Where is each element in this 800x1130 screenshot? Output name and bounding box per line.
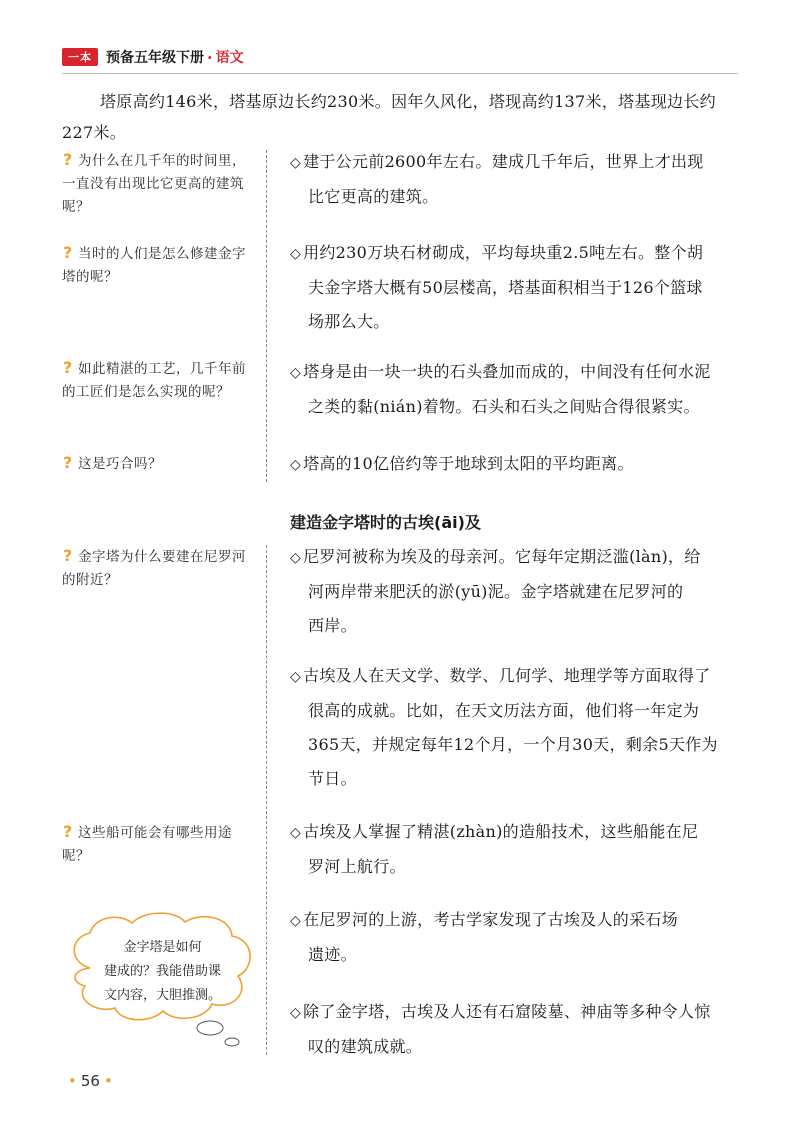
svg-text:?: ? xyxy=(63,454,73,470)
diamond-bullet-icon: ◇ xyxy=(290,365,302,381)
question-mark-icon xyxy=(62,454,75,470)
fact-item: ◇ 尼罗河被称为埃及的母亲河。它每年定期泛滥(làn)，给 河两岸带来肥沃的淤(yū)泥。金字塔就建在尼罗河的 西岸。 xyxy=(290,547,701,635)
publisher-logo: 一本 xyxy=(62,48,98,66)
fact-item: ◇ 除了金字塔，古埃及人还有石窟陵墓、神庙等多种令人惊 叹的建筑成就。 xyxy=(290,1002,711,1056)
column-divider xyxy=(266,150,267,482)
section-title: 建造金字塔时的古埃(āi)及 xyxy=(290,513,481,532)
margin-question: ? 这些船可能会有哪些用途呢？ xyxy=(62,823,232,864)
question-mark-icon xyxy=(62,244,75,260)
fact-item: ◇ 古埃及人掌握了精湛(zhàn)的造船技术，这些船能在尼 罗河上航行。 xyxy=(290,822,699,876)
svg-text:?: ? xyxy=(63,359,73,375)
svg-text:?: ? xyxy=(63,547,73,563)
title-separator: · xyxy=(207,47,213,67)
fact-item: ◇ 塔身是由一块一块的石头叠加而成的，中间没有任何水泥 之类的黏(nián)着物。石头和石头之间贴合得很紧实。 xyxy=(290,362,711,416)
fact-item: ◇ 建于公元前2600年左右。建成几千年后，世界上才出现 比它更高的建筑。 xyxy=(290,152,704,206)
margin-question: ? 为什么在几千年的时间里，一直没有出现比它更高的建筑呢？ xyxy=(62,151,246,215)
svg-text:?: ? xyxy=(63,823,73,839)
question-mark-icon xyxy=(62,359,75,375)
fact-item: ◇ 塔高的10亿倍约等于地球到太阳的平均距离。 xyxy=(290,454,634,473)
intro-line: 227米。 xyxy=(62,123,127,142)
margin-question: ? 当时的人们是怎么修建金字塔的呢？ xyxy=(62,244,246,285)
diamond-bullet-icon: ◇ xyxy=(290,913,302,929)
fact-item: ◇ 用约230万块石材砌成，平均每块重2.5吨左右。整个胡 夫金字塔大概有50层楼高，塔基面积相当于126个篮球 场那么大。 xyxy=(290,243,704,331)
fact-item: ◇ 在尼罗河的上游，考古学家发现了古埃及人的采石场 遗迹。 xyxy=(290,910,678,964)
page-dot-icon: • xyxy=(68,1072,77,1090)
svg-text:?: ? xyxy=(63,244,73,260)
page-dot-icon: • xyxy=(103,1072,113,1090)
diamond-bullet-icon: ◇ xyxy=(290,1005,302,1021)
thought-cloud xyxy=(60,908,260,1058)
diamond-bullet-icon: ◇ xyxy=(290,550,302,566)
diamond-bullet-icon: ◇ xyxy=(290,669,302,685)
thought-cloud-text: 金字塔是如何 建成的？我能借助课 文内容，大胆推测。 xyxy=(103,940,221,1003)
question-mark-icon xyxy=(62,823,75,839)
question-mark-icon xyxy=(62,547,75,563)
intro-paragraph xyxy=(62,86,738,148)
column-divider xyxy=(266,545,267,1055)
header-rule xyxy=(62,73,738,74)
page-number: • 56 • xyxy=(68,1072,113,1090)
fact-item: ◇ 古埃及人在天文学、数学、几何学、地理学等方面取得了 很高的成就。比如，在天文历法方面，他们将一年定为 365天，并规定每年12个月，一个月30天，剩余5天作为 节日。 xyxy=(290,666,718,788)
svg-text:?: ? xyxy=(63,151,73,167)
diamond-bullet-icon: ◇ xyxy=(290,457,302,473)
diamond-bullet-icon: ◇ xyxy=(290,825,302,841)
book-title: 预备五年级下册 xyxy=(106,50,204,66)
margin-question: ? 这是巧合吗？ xyxy=(63,454,162,472)
margin-question: ? 金字塔为什么要建在尼罗河的附近？ xyxy=(62,547,246,588)
subject-label: 语文 xyxy=(215,50,244,66)
intro-line: 塔原高约146米，塔基原边长约230米。因年久风化，塔现高约137米，塔基现边长约 xyxy=(100,92,716,111)
diamond-bullet-icon: ◇ xyxy=(290,246,302,262)
question-mark-icon xyxy=(62,151,75,167)
page-header xyxy=(62,44,244,70)
margin-question: ? 如此精湛的工艺，几千年前的工匠们是怎么实现的呢？ xyxy=(62,359,246,400)
diamond-bullet-icon: ◇ xyxy=(290,155,302,171)
